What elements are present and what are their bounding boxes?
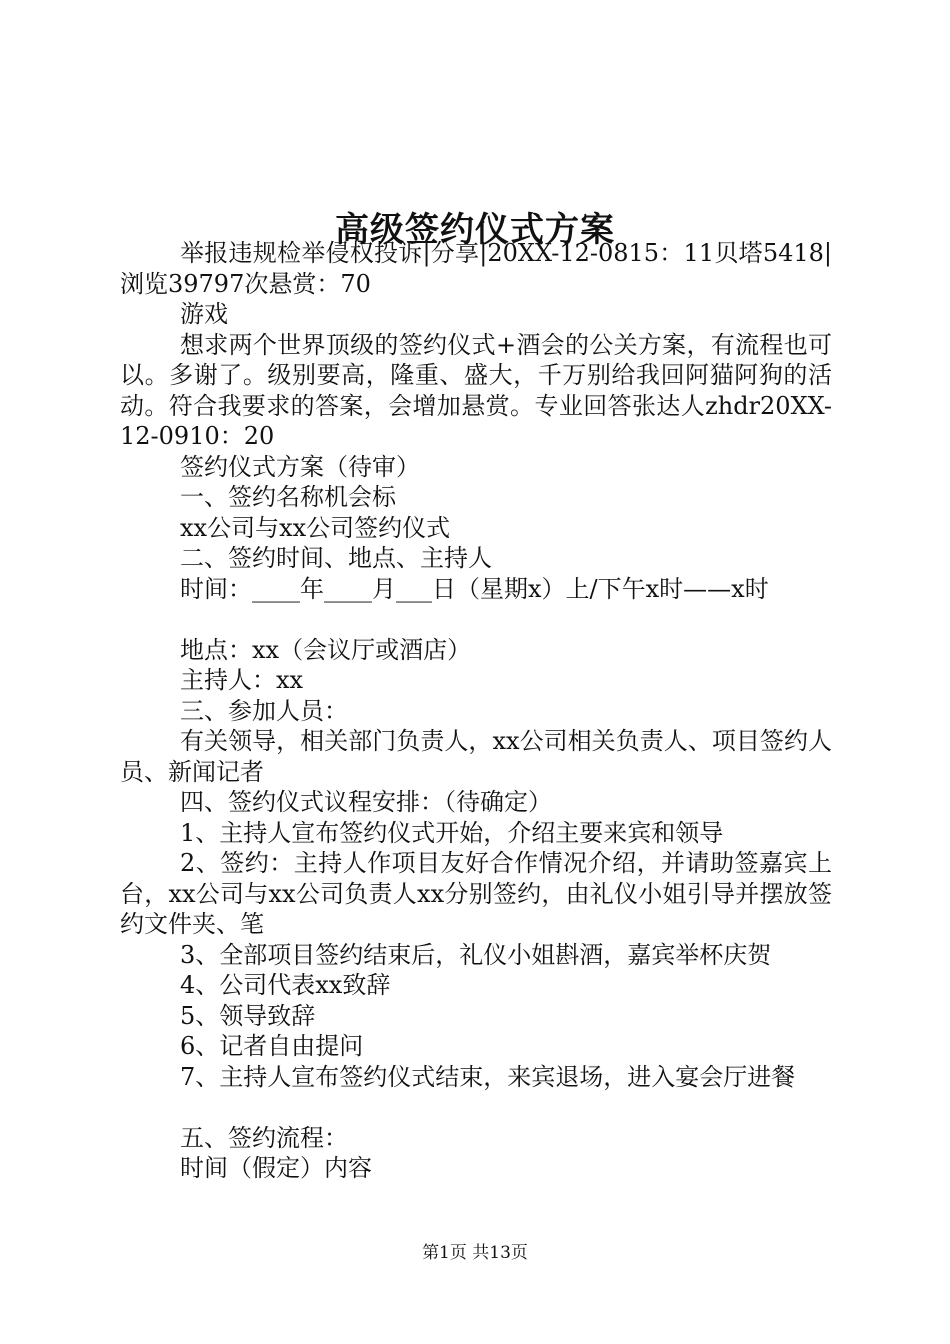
document-body — [120, 238, 832, 1184]
section-heading-time-place: 二、签约时间、地点、主持人 — [180, 544, 492, 572]
agenda-item: 4、公司代表xx致辞 — [180, 971, 391, 999]
section-heading-agenda: 四、签约仪式议程安排：（待确定） — [180, 788, 552, 816]
section-heading-attendees: 三、参加人员： — [180, 696, 348, 725]
document-title: 高级签约仪式方案 — [335, 209, 615, 250]
paragraph-category: 游戏 — [180, 300, 228, 328]
agenda-item: 1、主持人宣布签约仪式开始，介绍主要来宾和领导 — [180, 818, 724, 847]
paragraph-question: 想求两个世界顶级的签约仪式+酒会的公关方案，有流程也可以。多谢了。级别要高，隆重、盛大，千万别给我回阿猫阿狗的活动。符合我要求的答案，会增加悬赏。专业回答张达人zhdr20XX-12-0910：20 — [120, 330, 832, 450]
page-number: 第1页 共13页 — [422, 1243, 528, 1263]
agenda-item: 5、领导致辞 — [180, 1001, 316, 1030]
paragraph-attendees: 有关领导，相关部门负责人，xx公司相关负责人、项目签约人员、新闻记者 — [120, 727, 832, 786]
paragraph-plan-heading: 签约仪式方案（待审） — [180, 452, 420, 481]
paragraph-time: 时间：____年____月___日（星期x）上/下午x时——x时 — [180, 574, 769, 603]
paragraph-meta: 举报违规检举侵权投诉|分享|20XX-12-0815：11贝塔5418|浏览39797次悬赏：70 — [120, 239, 832, 298]
paragraph-host: 主持人：xx — [180, 666, 304, 694]
paragraph-name: xx公司与xx公司签约仪式 — [180, 513, 451, 542]
section-heading-process: 五、签约流程： — [180, 1123, 348, 1152]
paragraph-place: 地点：xx（会议厅或酒店） — [180, 635, 472, 664]
paragraph-process-header: 时间（假定）内容 — [180, 1154, 372, 1182]
agenda-item: 2、签约：主持人作项目友好合作情况介绍，并请助签嘉宾上台，xx公司与xx公司负责人xx分别签约，由礼仪小姐引导并摆放签约文件夹、笔 — [120, 849, 832, 938]
section-heading-name: 一、签约名称机会标 — [180, 483, 396, 511]
agenda-item: 3、全部项目签约结束后，礼仪小姐斟酒，嘉宾举杯庆贺 — [180, 940, 772, 969]
agenda-item: 6、记者自由提问 — [180, 1032, 364, 1060]
agenda-item: 7、主持人宣布签约仪式结束，来宾退场，进入宴会厅进餐 — [180, 1062, 796, 1091]
